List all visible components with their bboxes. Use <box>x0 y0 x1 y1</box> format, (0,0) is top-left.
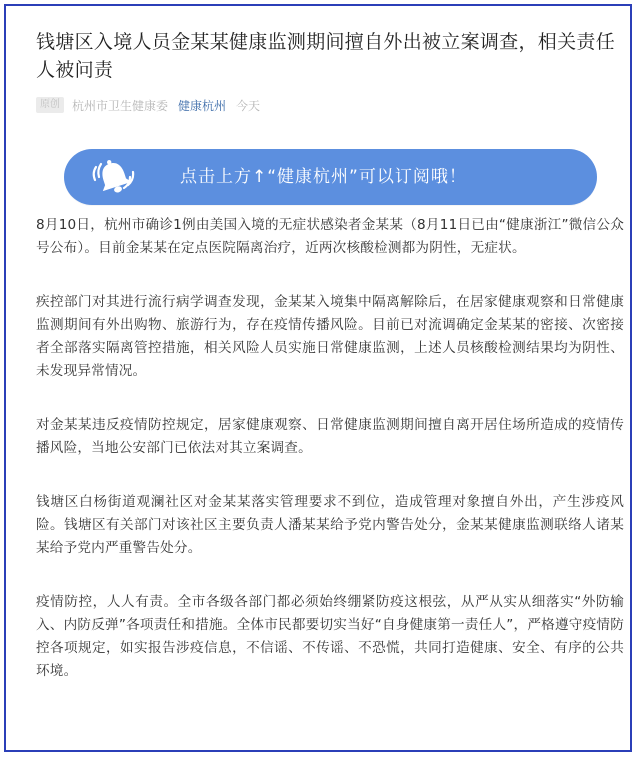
article-meta <box>36 95 260 115</box>
paragraph: 对金某某违反疫情防控规定，居家健康观察、日常健康监测期间擅自离开居住场所造成的疫情传播风险，当地公安部门已依法对其立案调查。 <box>36 417 624 456</box>
paragraph: 8月10日，杭州市确诊1例由美国入境的无症状感染者金某某（8月11日已由“健康浙江”微信公众号公布）。目前金某某在定点医院隔离治疗，近两次核酸检测都为阴性，无症状。 <box>36 217 624 256</box>
paragraph: 钱塘区白杨街道观澜社区对金某某落实管理要求不到位，造成管理对象擅自外出，产生涉疫风险。钱塘区有关部门对该社区主要负责人潘某某给予党内警告处分，金某某健康监测联络人诸某某给予党内严重警告处分。 <box>36 494 624 556</box>
account-link[interactable]: 健康杭州 <box>178 98 227 113</box>
subscribe-text: 点击上方↑“健康杭州”可以订阅哦！ <box>180 167 467 187</box>
bell-icon <box>90 157 138 197</box>
subscribe-banner[interactable] <box>64 149 597 205</box>
article-frame <box>4 4 632 752</box>
original-tag: 原创 <box>36 97 64 113</box>
paragraph: 疫情防控，人人有责。全市各级各部门都必须始终绷紧防疫这根弦，从严从实从细落实“外防输入、内防反弹”各项责任和措施。全体市民都要切实当好“自身健康第一责任人”，严格遵守疫情防控各项规定，如实报告涉疫信息，不信谣、不传谣、不恐慌，共同打造健康、安全、有序的公共环境。 <box>36 594 624 679</box>
article-title: 钱塘区入境人员金某某健康监测期间擅自外出被立案调查，相关责任人被问责 <box>36 31 616 81</box>
paragraph: 疾控部门对其进行流行病学调查发现，金某某入境集中隔离解除后，在居家健康观察和日常健康监测期间有外出购物、旅游行为，存在疫情传播风险。目前已对流调确定金某某的密接、次密接者全部落实隔离管控措施，相关风险人员实施日常健康监测，上述人员核酸检测结果均为阴性、未发现异常情况。 <box>36 294 624 379</box>
article-body <box>36 214 624 714</box>
publish-date: 今天 <box>236 98 261 113</box>
source-name: 杭州市卫生健康委 <box>72 98 169 113</box>
